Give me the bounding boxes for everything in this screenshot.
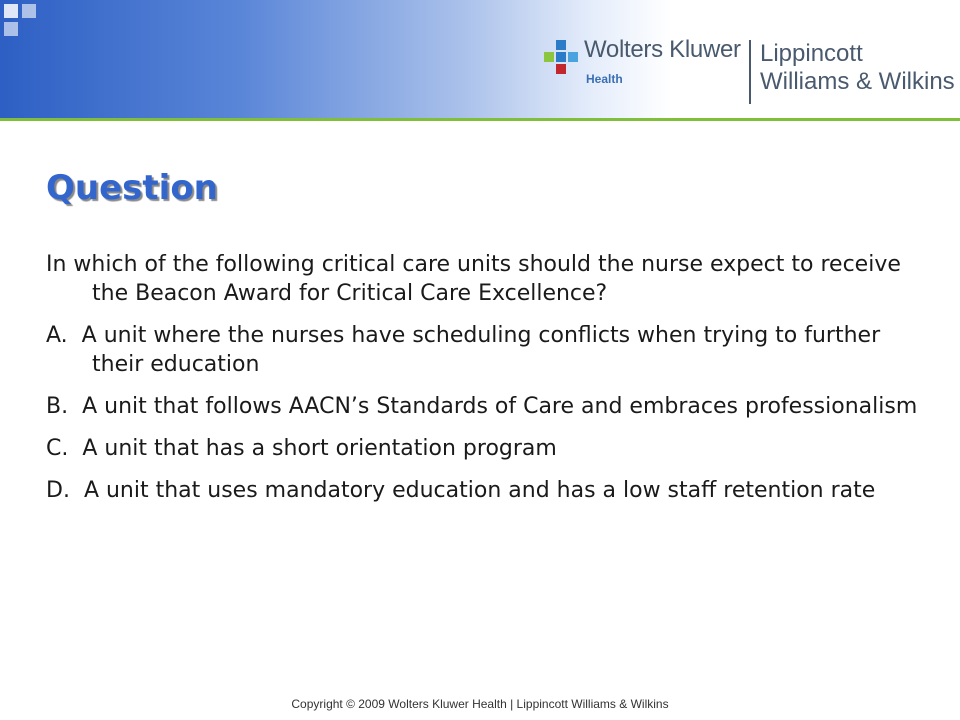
option-text: A unit that has a short orientation program: [82, 436, 557, 461]
brand-secondary: [760, 40, 955, 96]
option-text: A unit that follows AACN’s Standards of Care and embraces professionalism: [82, 394, 918, 419]
answer-option-c: [46, 434, 926, 463]
option-letter: B.: [46, 394, 69, 419]
answer-option-b: [46, 392, 926, 421]
wolters-kluwer-logo-icon: [544, 40, 578, 74]
brand-primary: Wolters Kluwer: [584, 36, 741, 63]
header-rule: [0, 118, 960, 121]
option-letter: C.: [46, 436, 69, 461]
option-letter: D.: [46, 478, 70, 503]
logo-divider: [749, 40, 751, 104]
option-letter: A.: [46, 323, 68, 348]
answer-option-a: [46, 321, 926, 379]
brand-secondary-line2: Williams & Wilkins: [760, 68, 955, 95]
question-text: In which of the following critical care units should the nurse expect to receive the Beacon Award for Critical Care Excellence?: [46, 252, 901, 306]
decor-square: [4, 4, 18, 18]
slide-title: Question: [46, 168, 218, 208]
brand-primary-sub: Health: [586, 72, 623, 86]
slide-body: [46, 250, 926, 518]
copyright-footer: Copyright © 2009 Wolters Kluwer Health | Lippincott Williams & Wilkins: [291, 697, 669, 711]
publisher-logo: [544, 36, 954, 108]
decor-square: [22, 4, 36, 18]
brand-secondary-line1: Lippincott: [760, 40, 863, 67]
answer-option-d: [46, 476, 926, 505]
option-text: A unit that uses mandatory education and has a low staff retention rate: [83, 478, 876, 503]
decor-square: [4, 22, 18, 36]
option-text: A unit where the nurses have scheduling conflicts when trying to further their education: [81, 323, 881, 377]
